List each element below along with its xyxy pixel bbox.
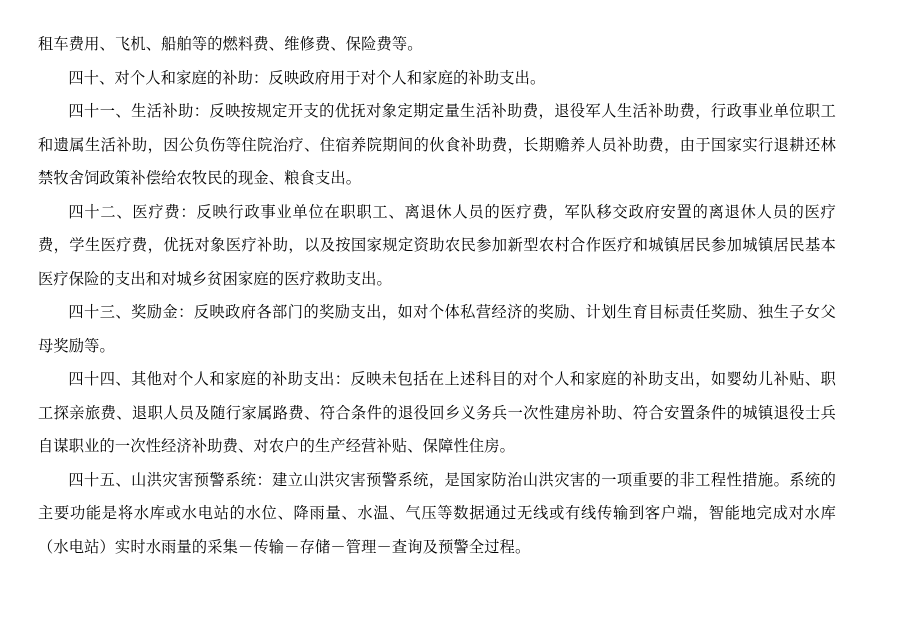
paragraph-item-41: 四十一、生活补助：反映按规定开支的优抚对象定期定量生活补助费，退役军人生活补助费，行政事业单位职工和遗属生活补助，因公负伤等住院治疗、住宿养院期间的伙食补助费，长期赡养人员补助费，由于国家实行退耕还林禁牧舍饲政策补偿给农牧民的现金、粮食支出。 bbox=[38, 103, 836, 187]
paragraph-item-40: 四十、对个人和家庭的补助：反映政府用于对个人和家庭的补助支出。 bbox=[68, 69, 546, 87]
paragraph-item-43: 四十三、奖励金：反映政府各部门的奖励支出，如对个体私营经济的奖励、计划生育目标责任奖励、独生子女父母奖励等。 bbox=[38, 304, 836, 355]
paragraph-continued: 租车费用、飞机、船舶等的燃料费、维修费、保险费等。 bbox=[38, 36, 423, 53]
paragraph-item-42: 四十二、医疗费：反映行政事业单位在职职工、离退休人员的医疗费，军队移交政府安置的离退休人员的医疗费，学生医疗费，优抚对象医疗补助，以及按国家规定资助农民参加新型农村合作医疗和城镇居民参加城镇居民基本医疗保险的支出和对城乡贫困家庭的医疗救助支出。 bbox=[38, 203, 836, 288]
document-body bbox=[38, 28, 836, 564]
paragraph-item-44: 四十四、其他对个人和家庭的补助支出：反映未包括在上述科目的对个人和家庭的补助支出，如婴幼儿补贴、职工探亲旅费、退职人员及随行家属路费、符合条件的退役回乡义务兵一次性建房补助、符合安置条件的城镇退役士兵自谋职业的一次性经济补助费、对农户的生产经营补贴、保障性住房。 bbox=[38, 371, 836, 455]
paragraph-item-45: 四十五、山洪灾害预警系统：建立山洪灾害预警系统，是国家防治山洪灾害的一项重要的非工程性措施。系统的主要功能是将水库或水电站的水位、降雨量、水温、气压等数据通过无线或有线传输到客户端，智能地完成对水库（水电站）实时水雨量的采集－传输－存储－管理－查询及预警全过程。 bbox=[38, 471, 836, 556]
